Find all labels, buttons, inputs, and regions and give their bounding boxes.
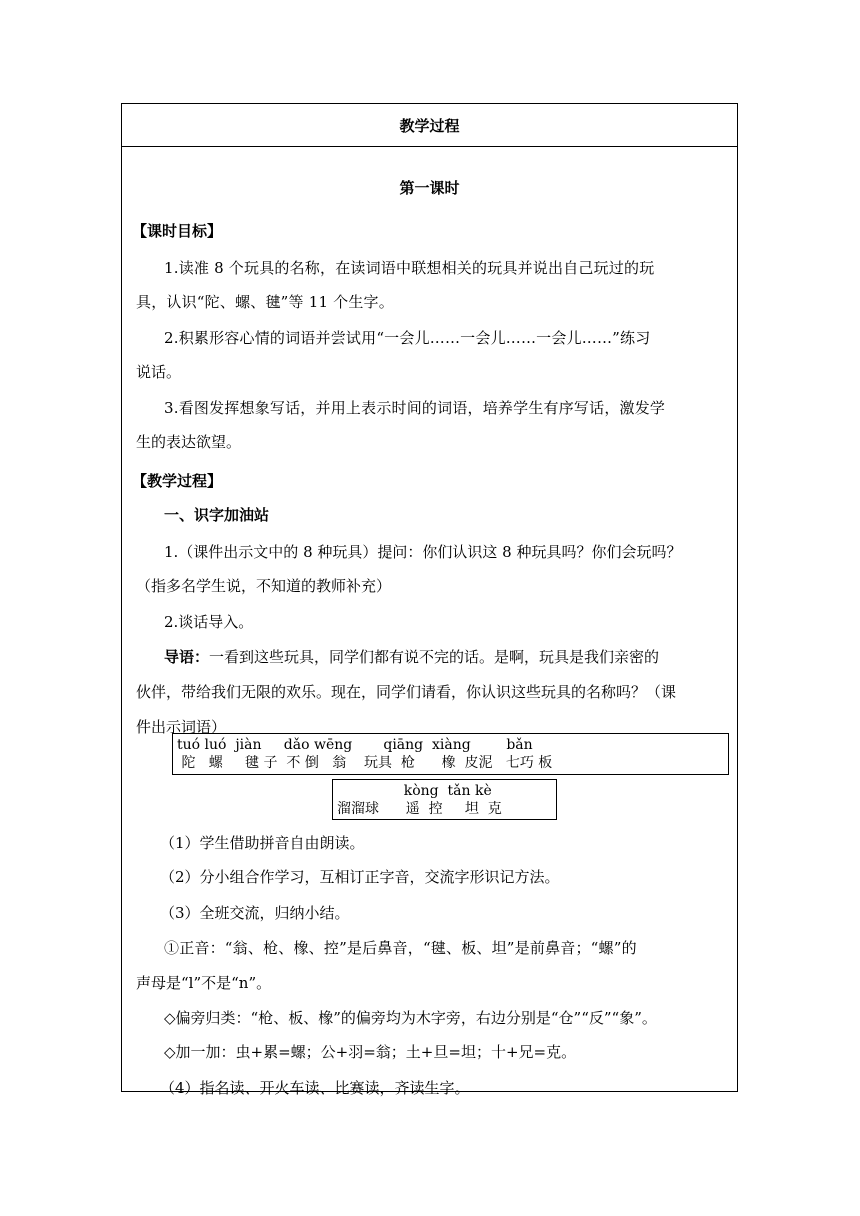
pinyin-vocab-box-1	[172, 733, 729, 775]
sub-step-1: （1）学生借助拼音自由朗读。	[160, 834, 365, 852]
step-1-line-2: （指多名学生说，不知道的教师补充）	[136, 577, 392, 595]
table-header-title: 教学过程	[399, 116, 460, 135]
note-radical: ◇偏旁归类：“枪、板、橡”的偏旁均为木字旁，右边分别是“仓”“反”“象”。	[164, 1009, 657, 1027]
lesson-table	[121, 103, 738, 1097]
goal-3-line-1: 3.看图发挥想象写话，并用上表示时间的词语，培养学生有序写话，激发学	[164, 399, 666, 417]
section-one-title: 一、识字加油站	[164, 506, 270, 524]
goals-heading: 【课时目标】	[132, 222, 223, 240]
note-addition: ◇加一加：虫+累=螺；公+羽=翁；土+旦=坦；十+兄=克。	[164, 1043, 577, 1061]
note-pronunciation-line-2: 声母是“l”不是“n”。	[136, 974, 272, 992]
hanzi-row-2: 溜溜球 遥 控 坦 克	[337, 801, 502, 817]
intro-line-1	[164, 647, 725, 667]
sub-step-4: （4）指名读、开火车读、比赛读，齐读生字。	[160, 1079, 470, 1097]
pinyin-row-2: kòng tǎn kè	[337, 783, 492, 799]
sub-step-3: （3）全班交流，归纳小结。	[160, 904, 350, 922]
intro-text: 一看到这些玩具，同学们都有说不完的话。是啊，玩具是我们亲密的	[209, 648, 660, 666]
pinyin-row-1: tuó luó jiàn dǎo wēng qiāng xiàng bǎn	[177, 737, 533, 753]
note-pronunciation-line-1: ①正音：“翁、枪、橡、控”是后鼻音，“毽、板、坦”是前鼻音；“螺”的	[164, 939, 637, 957]
table-header	[122, 104, 737, 147]
lesson-title: 第一课时	[399, 179, 460, 197]
sub-step-2: （2）分小组合作学习，互相订正字音，交流字形识记方法。	[160, 868, 560, 886]
goal-3-line-2: 生的表达欲望。	[136, 433, 242, 451]
goal-1-line-1: 1.读准 8 个玩具的名称，在读词语中联想相关的玩具并说出自己玩过的玩	[164, 259, 655, 277]
intro-label: 导语：	[164, 648, 210, 666]
goal-2-line-1: 2.积累形容心情的词语并尝试用“一会儿……一会儿……一会儿……”练习	[164, 329, 651, 347]
intro-line-3: 件出示词语）	[136, 718, 227, 736]
process-heading: 【教学过程】	[132, 472, 223, 490]
hanzi-row-1: 陀 螺 毽 子 不 倒 翁 玩具 枪 橡 皮泥 七巧 板	[177, 755, 553, 771]
step-1-line-1: 1.（课件出示文中的 8 种玩具）提问：你们认识这 8 种玩具吗？你们会玩吗？	[164, 543, 682, 561]
step-2: 2.谈话导入。	[164, 613, 254, 631]
pinyin-vocab-box-2	[332, 779, 557, 820]
goal-1-line-2: 具，认识“陀、螺、毽”等 11 个生字。	[136, 293, 394, 311]
goal-2-line-2: 说话。	[136, 363, 182, 381]
intro-line-2: 伙伴，带给我们无限的欢乐。现在，同学们请看，你认识这些玩具的名称吗？（课	[136, 683, 677, 701]
